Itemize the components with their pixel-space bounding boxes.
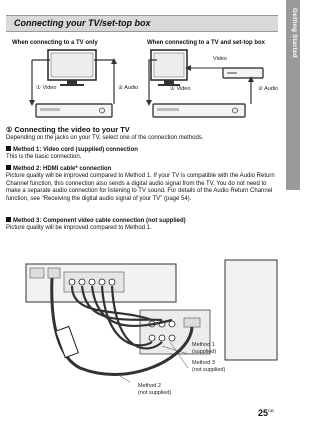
- step-heading: [6, 125, 130, 134]
- diagram-right-audio-label: ② Audio: [258, 86, 279, 92]
- diagram-right-video-top-label: Video: [213, 56, 227, 62]
- diagram-left-audio-label: ② Audio: [118, 85, 139, 91]
- callout-method-2: Method 2 (not supplied): [138, 383, 172, 396]
- method-3-heading: Method 3: Component video cable connection (not supplied): [6, 217, 186, 224]
- side-tab-label: Getting Started: [291, 8, 298, 58]
- diagram-left-video-label: ① Video: [36, 85, 57, 91]
- section-header: [6, 15, 278, 32]
- method-1-text: This is the basic connection.: [6, 154, 82, 160]
- step-number: ①: [6, 127, 13, 134]
- bullet-square-icon: [6, 217, 11, 222]
- diagram-right-video-label: ① Video: [170, 86, 191, 92]
- connection-illustration: [20, 258, 282, 398]
- bullet-square-icon: [6, 146, 11, 151]
- diagram-left-title: When connecting to a TV only: [12, 40, 98, 46]
- callout-method-1: Method 1 (supplied): [192, 342, 217, 355]
- method-2-text: Picture quality will be improved compared to Method 1. If your TV is compatible with the Audio Return Channel function, this connection also sends a digital audio signal from the TV. You do not need to make a separate audio connection for listening to TV sound. For details of the Audio Return Channel function, see “Receiving the digital audio signal of your TV” (page 54).: [6, 173, 275, 202]
- step-intro: Depending on the jacks on your TV, select one of the connection methods.: [6, 135, 204, 141]
- tv-only-diagram: [10, 48, 138, 120]
- step-title: Connecting the video to your TV: [14, 125, 130, 134]
- side-tab: [286, 0, 300, 190]
- method-3-text: Picture quality will be improved compared to Method 1.: [6, 225, 152, 231]
- page-number: $25^{GB}$: [258, 408, 274, 418]
- bullet-square-icon: [6, 165, 11, 170]
- method-1-heading: Method 1: Video cord (supplied) connection: [6, 146, 138, 153]
- callout-method-3: Method 3 (not supplied): [192, 360, 226, 373]
- method-2-heading: Method 2: HDMI cable* connection: [6, 165, 111, 172]
- section-title: Connecting your TV/set-top box: [14, 18, 151, 28]
- diagram-right-title: When connecting to a TV and set-top box: [147, 40, 265, 46]
